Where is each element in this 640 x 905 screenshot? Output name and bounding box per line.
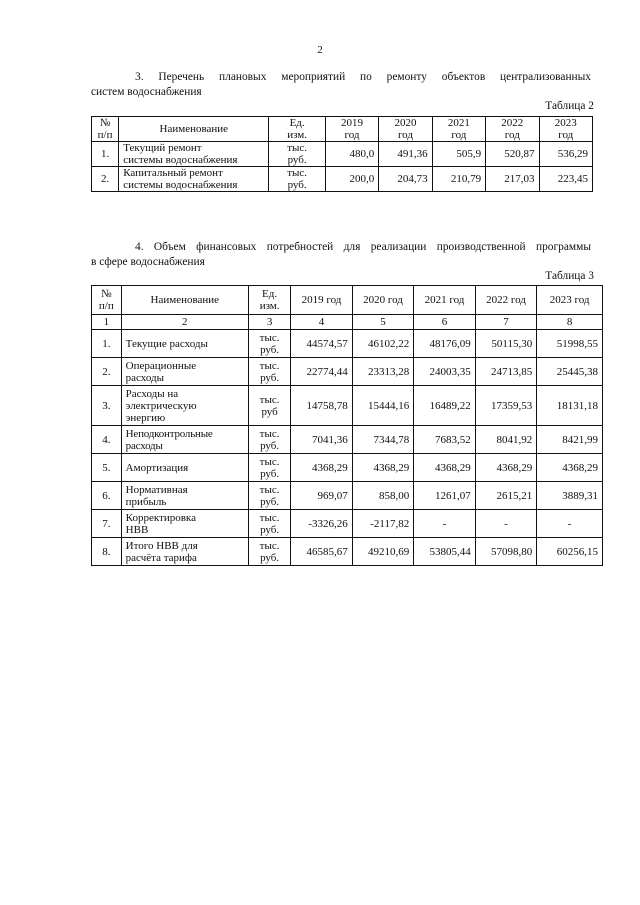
header-2023: 2023 год	[539, 117, 592, 142]
section-4-heading-line1: 4. Объем финансовых потребностей для реализации производственной программы	[135, 241, 591, 253]
table-row: 4. Неподконтрольные расходы тыс. руб. 7041,36 7344,78 7683,52 8041,92 8421,99	[92, 426, 603, 454]
table-row: 2. Капитальный ремонт системы водоснабжения тыс. руб. 200,0 204,73 210,79 217,03 223,45	[92, 167, 593, 192]
table-2	[91, 116, 593, 192]
header-2020: 2020 год	[352, 286, 413, 315]
header-num: № п/п	[92, 117, 119, 142]
table-2-header-row	[92, 117, 593, 142]
header-2021: 2021 год	[414, 286, 475, 315]
header-2022: 2022 год	[486, 117, 539, 142]
header-num: № п/п	[92, 286, 122, 315]
table-row: 3. Расходы на электрическую энергию тыс. руб 14758,78 15444,16 16489,22 17359,53 18131,18	[92, 386, 603, 426]
section-4-heading-line2: в сфере водоснабжения	[91, 256, 205, 268]
table-row: 1. Текущий ремонт системы водоснабжения тыс. руб. 480,0 491,36 505,9 520,87 536,29	[92, 142, 593, 167]
header-2022: 2022 год	[475, 286, 536, 315]
header-2023: 2023 год	[537, 286, 603, 315]
table-row: 2. Операционные расходы тыс. руб. 22774,44 23313,28 24003,35 24713,85 25445,38	[92, 358, 603, 386]
table-row: 6. Нормативная прибыль тыс. руб. 969,07 858,00 1261,07 2615,21 3889,31	[92, 482, 603, 510]
table-row: 1. Текущие расходы тыс. руб. 44574,57 46102,22 48176,09 50115,30 51998,55	[92, 330, 603, 358]
header-2019: 2019 год	[325, 117, 378, 142]
header-2021: 2021 год	[432, 117, 485, 142]
section-3-heading-line1: 3. Перечень плановых мероприятий по ремонту объектов централизованных	[135, 71, 591, 83]
table-3-caption: Таблица 3	[545, 270, 594, 282]
header-unit: Ед. изм.	[269, 117, 325, 142]
table-3-header-row	[92, 286, 603, 315]
table-row: 7. Корректировка НВВ тыс. руб. -3326,26 -2117,82 - - -	[92, 510, 603, 538]
header-unit: Ед. изм.	[248, 286, 290, 315]
header-2019: 2019 год	[291, 286, 352, 315]
section-3-heading	[91, 70, 591, 100]
table-row: 8. Итого НВВ для расчёта тарифа тыс. руб. 46585,67 49210,69 53805,44 57098,80 60256,15	[92, 538, 603, 566]
header-name: Наименование	[121, 286, 248, 315]
page-number: 2	[317, 44, 323, 56]
section-4-heading	[91, 240, 591, 270]
section-3-heading-line2: систем водоснабжения	[91, 86, 202, 98]
table-3	[91, 285, 603, 566]
header-2020: 2020 год	[379, 117, 432, 142]
header-name: Наименование	[119, 117, 269, 142]
column-number-row: 1 2 3 4 5 6 7 8	[92, 315, 603, 330]
table-row: 5. Амортизация тыс. руб. 4368,29 4368,29 4368,29 4368,29 4368,29	[92, 454, 603, 482]
table-2-caption: Таблица 2	[545, 100, 594, 112]
